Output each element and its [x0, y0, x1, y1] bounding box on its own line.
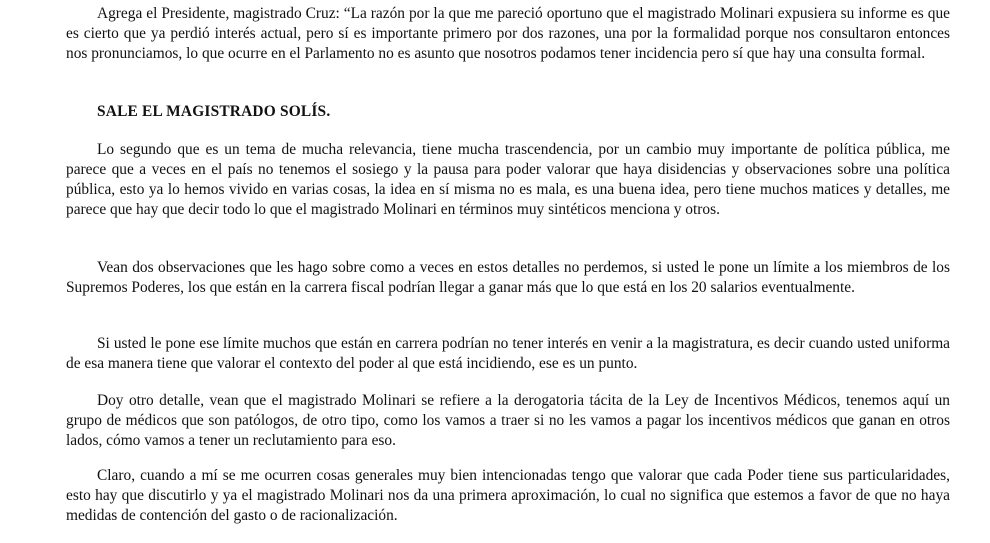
paragraph-conclusion: Claro, cuando a mí se me ocurren cosas generales muy bien intencionadas tengo que valorar que cada Poder tiene sus particularidades, esto hay que discutirlo y ya el magistrado Molinari nos da una primera aproximación, lo cual no significa que estemos a favor de que no haya medidas de contención del gasto o de racionalización. — [66, 467, 950, 524]
paragraph-relevance: Lo segundo que es un tema de mucha relevancia, tiene mucha trascendencia, por un cambio muy importante de política pública, me parece que a veces en el país no tenemos el sosiego y la pausa para poder valorar que haya disidencias y observaciones sobre una política pública, esto ya lo hemos vivido en varias cosas, la idea en sí misma no es mala, es una buena idea, pero tiene muchos matices y detalles, me parece que hay que decir todo lo que el magistrado Molinari en términos muy sintéticos menciona y otros. — [66, 141, 950, 218]
paragraph-medical-incentives: Doy otro detalle, vean que el magistrado Molinari se refiere a la derogatoria tácita de la Ley de Incentivos Médicos, tenemos aquí un grupo de médicos que son patólogos, de otro tipo, como los vamos a traer si no les vamos a pagar los incentivos médicos que ganan en otros lados, cómo vamos a tener un reclutamiento para eso. — [66, 392, 950, 449]
paragraph-observations: Vean dos observaciones que les hago sobre como a veces en estos detalles no perdemos, si usted le pone un límite a los miembros de los Supremos Poderes, los que están en la carrera fiscal podrían llegar a ganar más que lo que está en los 20 salarios eventualmente. — [66, 259, 950, 296]
section-heading: SALE EL MAGISTRADO SOLÍS. — [97, 103, 331, 120]
paragraph-president-remarks: Agrega el Presidente, magistrado Cruz: “La razón por la que me pareció oportuno que el magistrado Molinari expusiera su informe es que es cierto que ya perdió interés actual, pero sí es importante primero por dos razones, una por la formalidad porque nos consultaron entonces nos pronunciamos, lo que ocurre en el Parlamento no es asunto que nosotros podamos tener incidencia pero sí que hay una consulta formal. — [66, 5, 950, 62]
paragraph-limit: Si usted le pone ese límite muchos que están en carrera podrían no tener interés en venir a la magistratura, es decir cuando usted uniforma de esa manera tiene que valorar el contexto del poder al que está incidiendo, ese es un punto. — [66, 335, 950, 372]
